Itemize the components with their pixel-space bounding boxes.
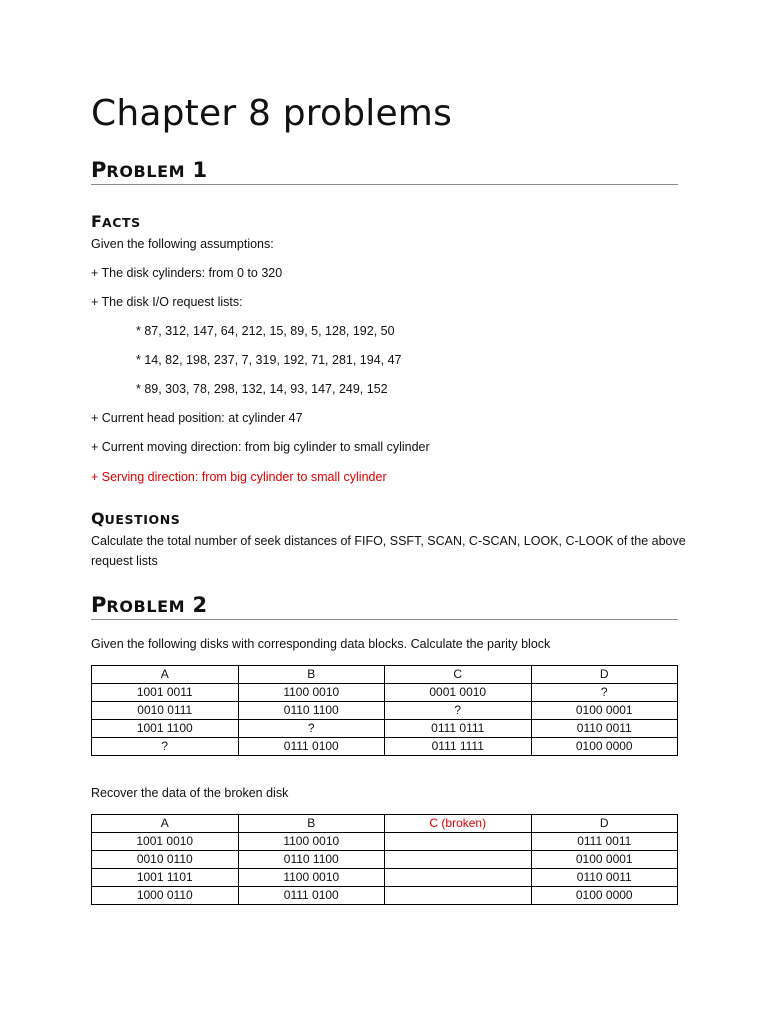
problem-2-heading-word: ROBLEM: [106, 597, 186, 616]
table-cell: 0100 0000: [531, 887, 678, 905]
fact-moving-direction: + Current moving direction: from big cylinder to small cylinder: [91, 440, 430, 454]
fact-request-lists-label: + The disk I/O request lists:: [91, 295, 243, 309]
broken-disk-header-cell: C (broken): [385, 815, 532, 833]
question-text-line-1: Calculate the total number of seek distances of FIFO, SSFT, SCAN, C-SCAN, LOOK, C-LOOK of the above: [91, 534, 686, 548]
page-title: Chapter 8 problems: [91, 93, 453, 134]
table-cell: 1100 0010: [238, 833, 385, 851]
table-cell: [385, 887, 532, 905]
facts-heading-initial: F: [91, 212, 102, 231]
table-cell: [385, 869, 532, 887]
table-cell: 1100 0010: [238, 869, 385, 887]
problem-1-heading-word: ROBLEM: [106, 162, 186, 181]
table-cell: ?: [531, 684, 678, 702]
table-cell: 0111 0011: [531, 833, 678, 851]
table-cell: 1100 0010: [238, 684, 385, 702]
table-row: [92, 851, 678, 869]
table-header-cell: B: [238, 815, 385, 833]
problem-2-heading-initial: P: [91, 593, 107, 617]
table-cell: ?: [238, 720, 385, 738]
table-cell: 0111 1111: [385, 738, 532, 756]
fact-serving-direction: + Serving direction: from big cylinder to small cylinder: [91, 470, 387, 484]
facts-heading: [91, 212, 141, 231]
table-header-cell: A: [92, 815, 239, 833]
facts-intro: Given the following assumptions:: [91, 237, 274, 251]
table-cell: ?: [92, 738, 239, 756]
table-cell: 0111 0111: [385, 720, 532, 738]
facts-heading-word: ACTS: [101, 215, 141, 230]
recover-text: Recover the data of the broken disk: [91, 786, 289, 800]
request-list-item: * 87, 312, 147, 64, 212, 15, 89, 5, 128, 192, 50: [136, 324, 395, 338]
problem-2-heading-number: 2: [185, 593, 208, 617]
table-header-cell: D: [531, 666, 678, 684]
table-cell: 0110 0011: [531, 869, 678, 887]
table-cell: 0110 0011: [531, 720, 678, 738]
table-cell: 1001 0010: [92, 833, 239, 851]
broken-disk-table: [91, 814, 678, 905]
problem-1-heading-number: 1: [185, 158, 208, 182]
table-cell: 0110 1100: [238, 851, 385, 869]
table-cell: 0010 0110: [92, 851, 239, 869]
table-row: [92, 684, 678, 702]
fact-cylinders: + The disk cylinders: from 0 to 320: [91, 266, 283, 280]
table-header-cell: A: [92, 666, 239, 684]
table-row: [92, 869, 678, 887]
table-cell: 0111 0100: [238, 738, 385, 756]
table-row: [92, 738, 678, 756]
table-row: [92, 833, 678, 851]
table-cell: [385, 833, 532, 851]
problem-1-heading-initial: P: [91, 158, 107, 182]
table-header-row: [92, 666, 678, 684]
request-list-item: * 89, 303, 78, 298, 132, 14, 93, 147, 249, 152: [136, 382, 388, 396]
table-header-row: [92, 815, 678, 833]
table-cell: ?: [385, 702, 532, 720]
table-header-cell: B: [238, 666, 385, 684]
table-row: [92, 887, 678, 905]
questions-heading-word: UESTIONS: [104, 512, 181, 527]
table-cell: 0100 0000: [531, 738, 678, 756]
fact-head-position: + Current head position: at cylinder 47: [91, 411, 303, 425]
table-row: [92, 720, 678, 738]
table-cell: 1000 0110: [92, 887, 239, 905]
table-header-cell: C: [385, 666, 532, 684]
parity-table: [91, 665, 678, 756]
table-header-cell: D: [531, 815, 678, 833]
table-cell: 0111 0100: [238, 887, 385, 905]
table-cell: 1001 1100: [92, 720, 239, 738]
table-cell: 1001 1101: [92, 869, 239, 887]
table-cell: 1001 0011: [92, 684, 239, 702]
table-cell: 0100 0001: [531, 702, 678, 720]
table-cell: 0110 1100: [238, 702, 385, 720]
problem-1-heading: [91, 158, 678, 185]
problem-2-intro: Given the following disks with corresponding data blocks. Calculate the parity block: [91, 637, 551, 651]
questions-heading-initial: Q: [91, 509, 105, 528]
problem-2-heading: [91, 593, 678, 620]
table-cell: 0010 0111: [92, 702, 239, 720]
questions-heading: [91, 509, 180, 528]
question-text-line-2: request lists: [91, 554, 158, 568]
table-row: [92, 702, 678, 720]
table-cell: 0001 0010: [385, 684, 532, 702]
table-cell: 0100 0001: [531, 851, 678, 869]
table-cell: [385, 851, 532, 869]
request-list-item: * 14, 82, 198, 237, 7, 319, 192, 71, 281, 194, 47: [136, 353, 402, 367]
